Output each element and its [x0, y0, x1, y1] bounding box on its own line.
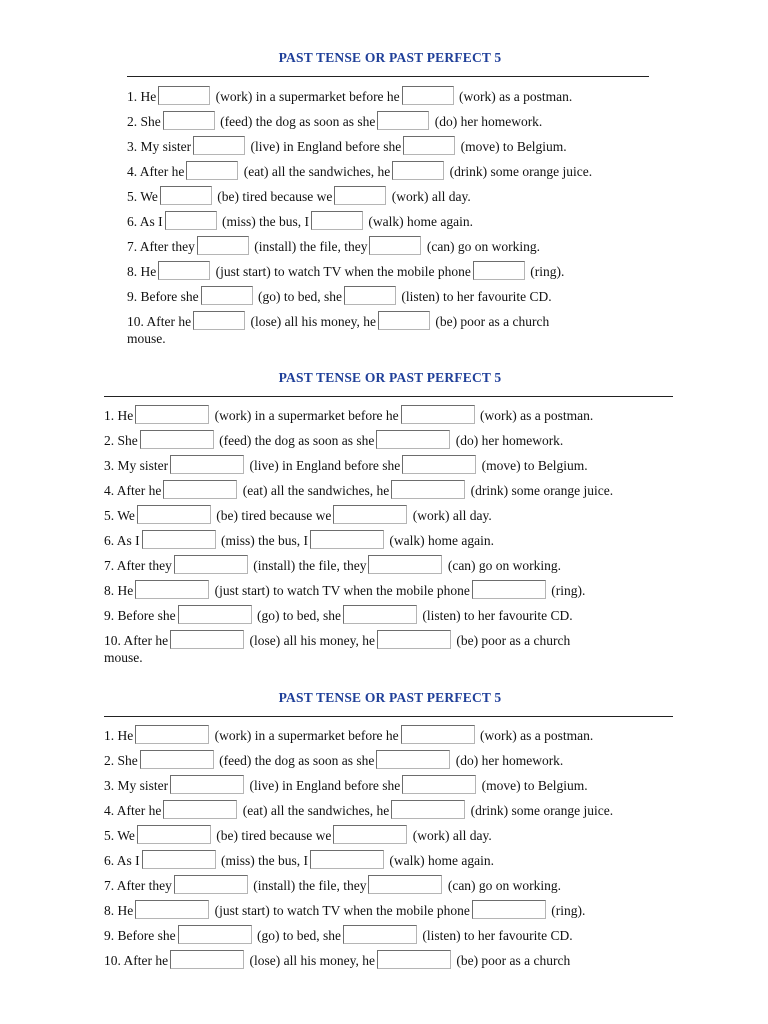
answer-input[interactable]: [472, 580, 546, 599]
exercise-5: 5. We (be) tired because we (work) all day.: [104, 505, 492, 524]
answer-input[interactable]: [391, 480, 465, 499]
answer-input[interactable]: [376, 750, 450, 769]
answer-input[interactable]: [142, 850, 216, 869]
exercise-10: 10. After he (lose) all his money, he (be) poor as a church: [104, 950, 570, 969]
answer-input[interactable]: [368, 555, 442, 574]
title-divider: [104, 716, 673, 717]
answer-input[interactable]: [310, 530, 384, 549]
answer-input[interactable]: [197, 236, 249, 255]
exercise-5: 5. We (be) tired because we (work) all day.: [104, 825, 492, 844]
exercise-8: 8. He (just start) to watch TV when the mobile phone (ring).: [104, 900, 585, 919]
answer-input[interactable]: [170, 775, 244, 794]
answer-input[interactable]: [343, 605, 417, 624]
exercise-6: 6. As I (miss) the bus, I (walk) home again.: [104, 530, 494, 549]
answer-input[interactable]: [402, 775, 476, 794]
exercise-4: 4. After he (eat) all the sandwiches, he (drink) some orange juice.: [127, 161, 592, 180]
exercise-2: 2. She (feed) the dog as soon as she (do) her homework.: [104, 430, 563, 449]
answer-input[interactable]: [193, 311, 245, 330]
exercise-7: 7. After they (install) the file, they (can) go on working.: [127, 236, 540, 255]
exercise-1: 1. He (work) in a supermarket before he (work) as a postman.: [104, 405, 593, 424]
answer-input[interactable]: [401, 405, 475, 424]
answer-input[interactable]: [391, 800, 465, 819]
answer-input[interactable]: [158, 261, 210, 280]
answer-input[interactable]: [163, 800, 237, 819]
answer-input[interactable]: [402, 86, 454, 105]
answer-input[interactable]: [368, 875, 442, 894]
answer-input[interactable]: [170, 455, 244, 474]
answer-input[interactable]: [174, 555, 248, 574]
worksheet-title: PAST TENSE OR PAST PERFECT 5: [278, 370, 502, 385]
answer-input[interactable]: [378, 311, 430, 330]
title-divider: [104, 396, 673, 397]
answer-input[interactable]: [178, 605, 252, 624]
answer-input[interactable]: [140, 430, 214, 449]
answer-input[interactable]: [178, 925, 252, 944]
answer-input[interactable]: [163, 480, 237, 499]
exercise-9: 9. Before she (go) to bed, she (listen) to her favourite CD.: [127, 286, 552, 305]
answer-input[interactable]: [333, 505, 407, 524]
exercise-6: 6. As I (miss) the bus, I (walk) home again.: [104, 850, 494, 869]
exercise-6: 6. As I (miss) the bus, I (walk) home again.: [127, 211, 473, 230]
answer-input[interactable]: [377, 111, 429, 130]
answer-input[interactable]: [135, 725, 209, 744]
answer-input[interactable]: [193, 136, 245, 155]
exercise-2: 2. She (feed) the dog as soon as she (do) her homework.: [127, 111, 542, 130]
exercise-5: 5. We (be) tired because we (work) all day.: [127, 186, 471, 205]
answer-input[interactable]: [403, 136, 455, 155]
answer-input[interactable]: [137, 505, 211, 524]
answer-input[interactable]: [135, 580, 209, 599]
title-divider: [127, 76, 649, 77]
answer-input[interactable]: [165, 211, 217, 230]
answer-input[interactable]: [158, 86, 210, 105]
exercise-10: 10. After he (lose) all his money, he (be) poor as a church mouse.: [127, 311, 549, 347]
exercise-3: 3. My sister (live) in England before she (move) to Belgium.: [104, 455, 588, 474]
answer-input[interactable]: [472, 900, 546, 919]
answer-input[interactable]: [377, 630, 451, 649]
answer-input[interactable]: [333, 825, 407, 844]
exercise-4: 4. After he (eat) all the sandwiches, he (drink) some orange juice.: [104, 480, 613, 499]
answer-input[interactable]: [137, 825, 211, 844]
answer-input[interactable]: [401, 725, 475, 744]
exercise-9: 9. Before she (go) to bed, she (listen) to her favourite CD.: [104, 605, 573, 624]
answer-input[interactable]: [311, 211, 363, 230]
answer-input[interactable]: [142, 530, 216, 549]
answer-input[interactable]: [135, 900, 209, 919]
exercise-10: 10. After he (lose) all his money, he (be) poor as a church mouse.: [104, 630, 570, 666]
exercise-9: 9. Before she (go) to bed, she (listen) to her favourite CD.: [104, 925, 573, 944]
answer-input[interactable]: [343, 925, 417, 944]
answer-input[interactable]: [310, 850, 384, 869]
exercise-3: 3. My sister (live) in England before she (move) to Belgium.: [104, 775, 588, 794]
answer-input[interactable]: [174, 875, 248, 894]
answer-input[interactable]: [344, 286, 396, 305]
answer-input[interactable]: [369, 236, 421, 255]
answer-input[interactable]: [334, 186, 386, 205]
answer-input[interactable]: [392, 161, 444, 180]
answer-input[interactable]: [473, 261, 525, 280]
exercise-1: 1. He (work) in a supermarket before he (work) as a postman.: [127, 86, 572, 105]
worksheet-title: PAST TENSE OR PAST PERFECT 5: [278, 690, 502, 705]
answer-input[interactable]: [140, 750, 214, 769]
worksheet-title: PAST TENSE OR PAST PERFECT 5: [278, 50, 502, 65]
exercise-8: 8. He (just start) to watch TV when the mobile phone (ring).: [104, 580, 585, 599]
answer-input[interactable]: [163, 111, 215, 130]
exercise-2: 2. She (feed) the dog as soon as she (do) her homework.: [104, 750, 563, 769]
answer-input[interactable]: [170, 950, 244, 969]
answer-input[interactable]: [377, 950, 451, 969]
answer-input[interactable]: [376, 430, 450, 449]
answer-input[interactable]: [402, 455, 476, 474]
answer-input[interactable]: [170, 630, 244, 649]
exercise-7: 7. After they (install) the file, they (can) go on working.: [104, 555, 561, 574]
exercise-7: 7. After they (install) the file, they (can) go on working.: [104, 875, 561, 894]
answer-input[interactable]: [186, 161, 238, 180]
answer-input[interactable]: [135, 405, 209, 424]
answer-input[interactable]: [201, 286, 253, 305]
exercise-4: 4. After he (eat) all the sandwiches, he (drink) some orange juice.: [104, 800, 613, 819]
answer-input[interactable]: [160, 186, 212, 205]
exercise-1: 1. He (work) in a supermarket before he (work) as a postman.: [104, 725, 593, 744]
exercise-3: 3. My sister (live) in England before she (move) to Belgium.: [127, 136, 567, 155]
exercise-8: 8. He (just start) to watch TV when the mobile phone (ring).: [127, 261, 564, 280]
